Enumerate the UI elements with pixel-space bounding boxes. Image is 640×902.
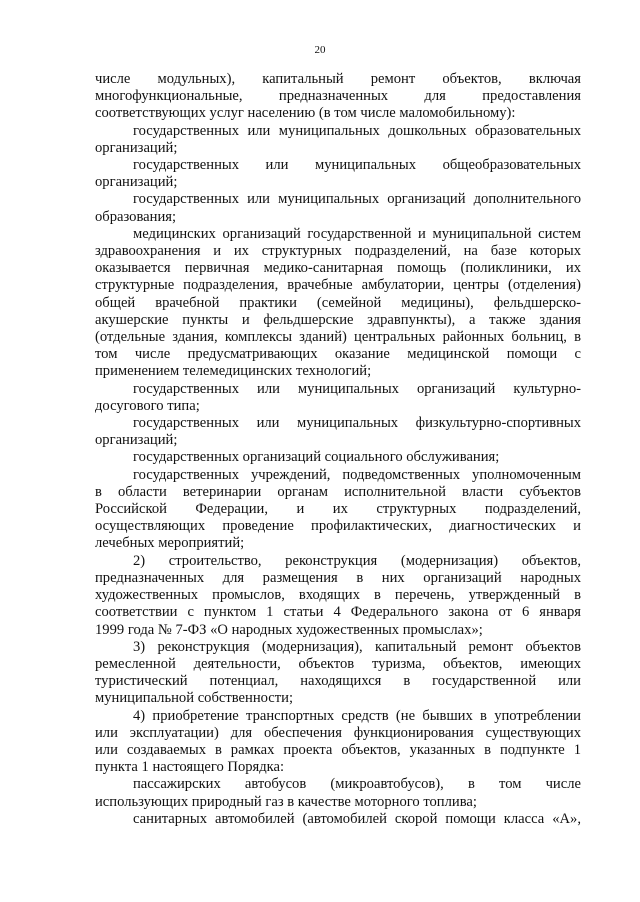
- text-line: государственных или муниципальных организаций культурно-: [133, 380, 581, 397]
- text-line: туристический потенциал, находящихся в государственной или: [95, 673, 581, 690]
- text-line: пункта 1 настоящего Порядка:: [95, 759, 285, 776]
- text-line: художественных промыслов, входящих в перечень, утвержденный в: [95, 587, 581, 604]
- text-line: оказывается первичная медико-санитарная помощь (поликлиники, их: [95, 260, 581, 277]
- text-line: муниципальной собственности;: [95, 690, 294, 707]
- text-line: государственных или муниципальных физкультурно-спортивных: [133, 415, 581, 432]
- text-line: здравоохранения и их структурных подразделений, на базе которых: [95, 243, 581, 260]
- text-line: соответствии с пунктом 1 статьи 4 Федерального закона от 6 января: [95, 604, 581, 621]
- text-line: (отдельные здания, комплексы зданий) центральных районных больниц, в: [95, 329, 581, 346]
- text-line: государственных или муниципальных организаций дополнительного: [133, 191, 581, 208]
- text-line: досугового типа;: [95, 397, 200, 414]
- text-line: организаций;: [95, 432, 178, 449]
- text-line: предназначенных для размещения в них организаций народных: [95, 569, 581, 586]
- text-line: лечебных мероприятий;: [95, 535, 245, 552]
- text-line: пассажирских автобусов (микроавтобусов), в том числе: [133, 776, 581, 793]
- text-line: числе модульных), капитальный ремонт объектов, включая: [95, 71, 581, 87]
- text-line: ремесленной деятельности, объектов туризма, объектов, имеющих: [95, 655, 581, 672]
- text-line: организаций;: [95, 139, 178, 156]
- text-line: осуществляющих проведение профилактических, диагностических и: [95, 518, 581, 535]
- text-line: государственных или муниципальных общеобразовательных: [133, 157, 581, 174]
- text-line: или эксплуатации) для обеспечения функционирования существующих: [95, 724, 581, 741]
- text-line: 4) приобретение транспортных средств (не бывших в употреблении: [133, 707, 581, 724]
- text-line: 1999 года № 7-ФЗ «О народных художественных промыслах»;: [95, 621, 483, 638]
- text-line: соответствующих услуг населению (в том числе маломобильному):: [95, 105, 516, 122]
- text-line: или создаваемых в рамках проекта объектов, указанных в подпункте 1: [95, 741, 581, 758]
- text-line: 3) реконструкция (модернизация), капитальный ремонт объектов: [133, 638, 581, 655]
- page-number: 20: [314, 44, 326, 56]
- text-line: государственных организаций социального обслуживания;: [133, 449, 500, 466]
- text-line: применением телемедицинских технологий;: [95, 363, 372, 380]
- text-line: использующих природный газ в качестве моторного топлива;: [95, 793, 477, 810]
- text-line: санитарных автомобилей (автомобилей скорой помощи класса «А»,: [133, 810, 581, 827]
- text-line: 2) строительство, реконструкция (модернизация) объектов,: [133, 552, 581, 569]
- text-line: общей врачебной практики (семейной медицины), фельдшерско-: [95, 294, 581, 311]
- text-line: многофункциональные, предназначенных для предоставления: [95, 88, 581, 105]
- document-body: [95, 71, 581, 828]
- text-line: медицинских организаций государственной и муниципальной систем: [133, 225, 581, 242]
- text-line: Российской Федерации, и их структурных подразделений,: [95, 501, 581, 518]
- text-line: структурные подразделения, врачебные амбулатории, центры (отделения): [95, 277, 581, 294]
- text-line: акушерские пункты и фельдшерские здравпункты), а также здания: [95, 311, 581, 328]
- text-line: государственных учреждений, подведомственных уполномоченным: [133, 466, 581, 483]
- text-line: образования;: [95, 208, 177, 225]
- text-line: государственных или муниципальных дошкольных образовательных: [133, 122, 581, 139]
- text-line: том числе предусматривающих оказание медицинской помощи с: [95, 346, 581, 363]
- text-line: организаций;: [95, 174, 178, 191]
- text-line: в области ветеринарии органам исполнительной власти субъектов: [95, 483, 581, 500]
